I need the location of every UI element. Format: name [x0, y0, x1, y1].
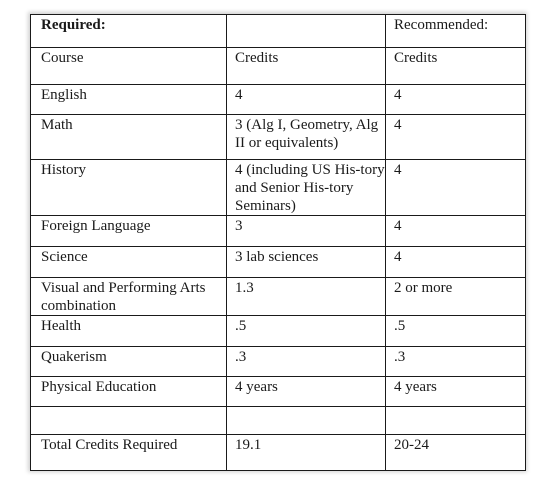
- course-cell: Visual and Performing Arts combination: [31, 278, 227, 316]
- table-row: [31, 347, 526, 377]
- table-row: [31, 247, 526, 278]
- recommended-credits-cell: [386, 407, 526, 435]
- credits-table-container: [30, 14, 525, 470]
- recommended-credits-cell: 4: [386, 160, 526, 216]
- course-cell: Physical Education: [31, 377, 227, 407]
- required-credits-cell: 4: [227, 85, 386, 115]
- course-cell: History: [31, 160, 227, 216]
- column-header-required-credits: Credits: [227, 48, 386, 85]
- course-cell: English: [31, 85, 227, 115]
- total-recommended-cell: 20-24: [386, 435, 526, 471]
- course-cell: Foreign Language: [31, 216, 227, 247]
- required-credits-cell: 3 (Alg I, Geometry, Alg II or equivalents): [227, 115, 386, 160]
- course-cell: Science: [31, 247, 227, 278]
- table-row: [31, 316, 526, 347]
- header-blank-cell: [227, 15, 386, 48]
- required-credits-cell: .5: [227, 316, 386, 347]
- required-credits-cell: [227, 407, 386, 435]
- column-header-course: Course: [31, 48, 227, 85]
- table-row: [31, 160, 526, 216]
- required-credits-cell: 3: [227, 216, 386, 247]
- total-label-cell: Total Credits Required: [31, 435, 227, 471]
- credits-table: [30, 14, 526, 471]
- recommended-heading: Recommended:: [386, 15, 526, 48]
- recommended-credits-cell: 4: [386, 247, 526, 278]
- table-row: [31, 85, 526, 115]
- table-row: [31, 377, 526, 407]
- course-cell: Math: [31, 115, 227, 160]
- required-credits-cell: 3 lab sciences: [227, 247, 386, 278]
- recommended-credits-cell: .5: [386, 316, 526, 347]
- required-heading: Required:: [31, 15, 227, 48]
- total-required-cell: 19.1: [227, 435, 386, 471]
- total-row: [31, 435, 526, 471]
- column-header-recommended-credits: Credits: [386, 48, 526, 85]
- required-credits-cell: 4 years: [227, 377, 386, 407]
- recommended-credits-cell: 4 years: [386, 377, 526, 407]
- required-credits-cell: 1.3: [227, 278, 386, 316]
- course-cell: [31, 407, 227, 435]
- course-cell: Quakerism: [31, 347, 227, 377]
- table-header-row: [31, 15, 526, 48]
- recommended-credits-cell: 2 or more: [386, 278, 526, 316]
- course-cell: Health: [31, 316, 227, 347]
- table-row: [31, 115, 526, 160]
- recommended-credits-cell: .3: [386, 347, 526, 377]
- required-credits-cell: .3: [227, 347, 386, 377]
- recommended-credits-cell: 4: [386, 216, 526, 247]
- table-row-empty: [31, 407, 526, 435]
- column-header-row: [31, 48, 526, 85]
- table-row: [31, 278, 526, 316]
- required-credits-cell: 4 (including US His-tory and Senior His-tory Seminars): [227, 160, 386, 216]
- recommended-credits-cell: 4: [386, 115, 526, 160]
- recommended-credits-cell: 4: [386, 85, 526, 115]
- table-row: [31, 216, 526, 247]
